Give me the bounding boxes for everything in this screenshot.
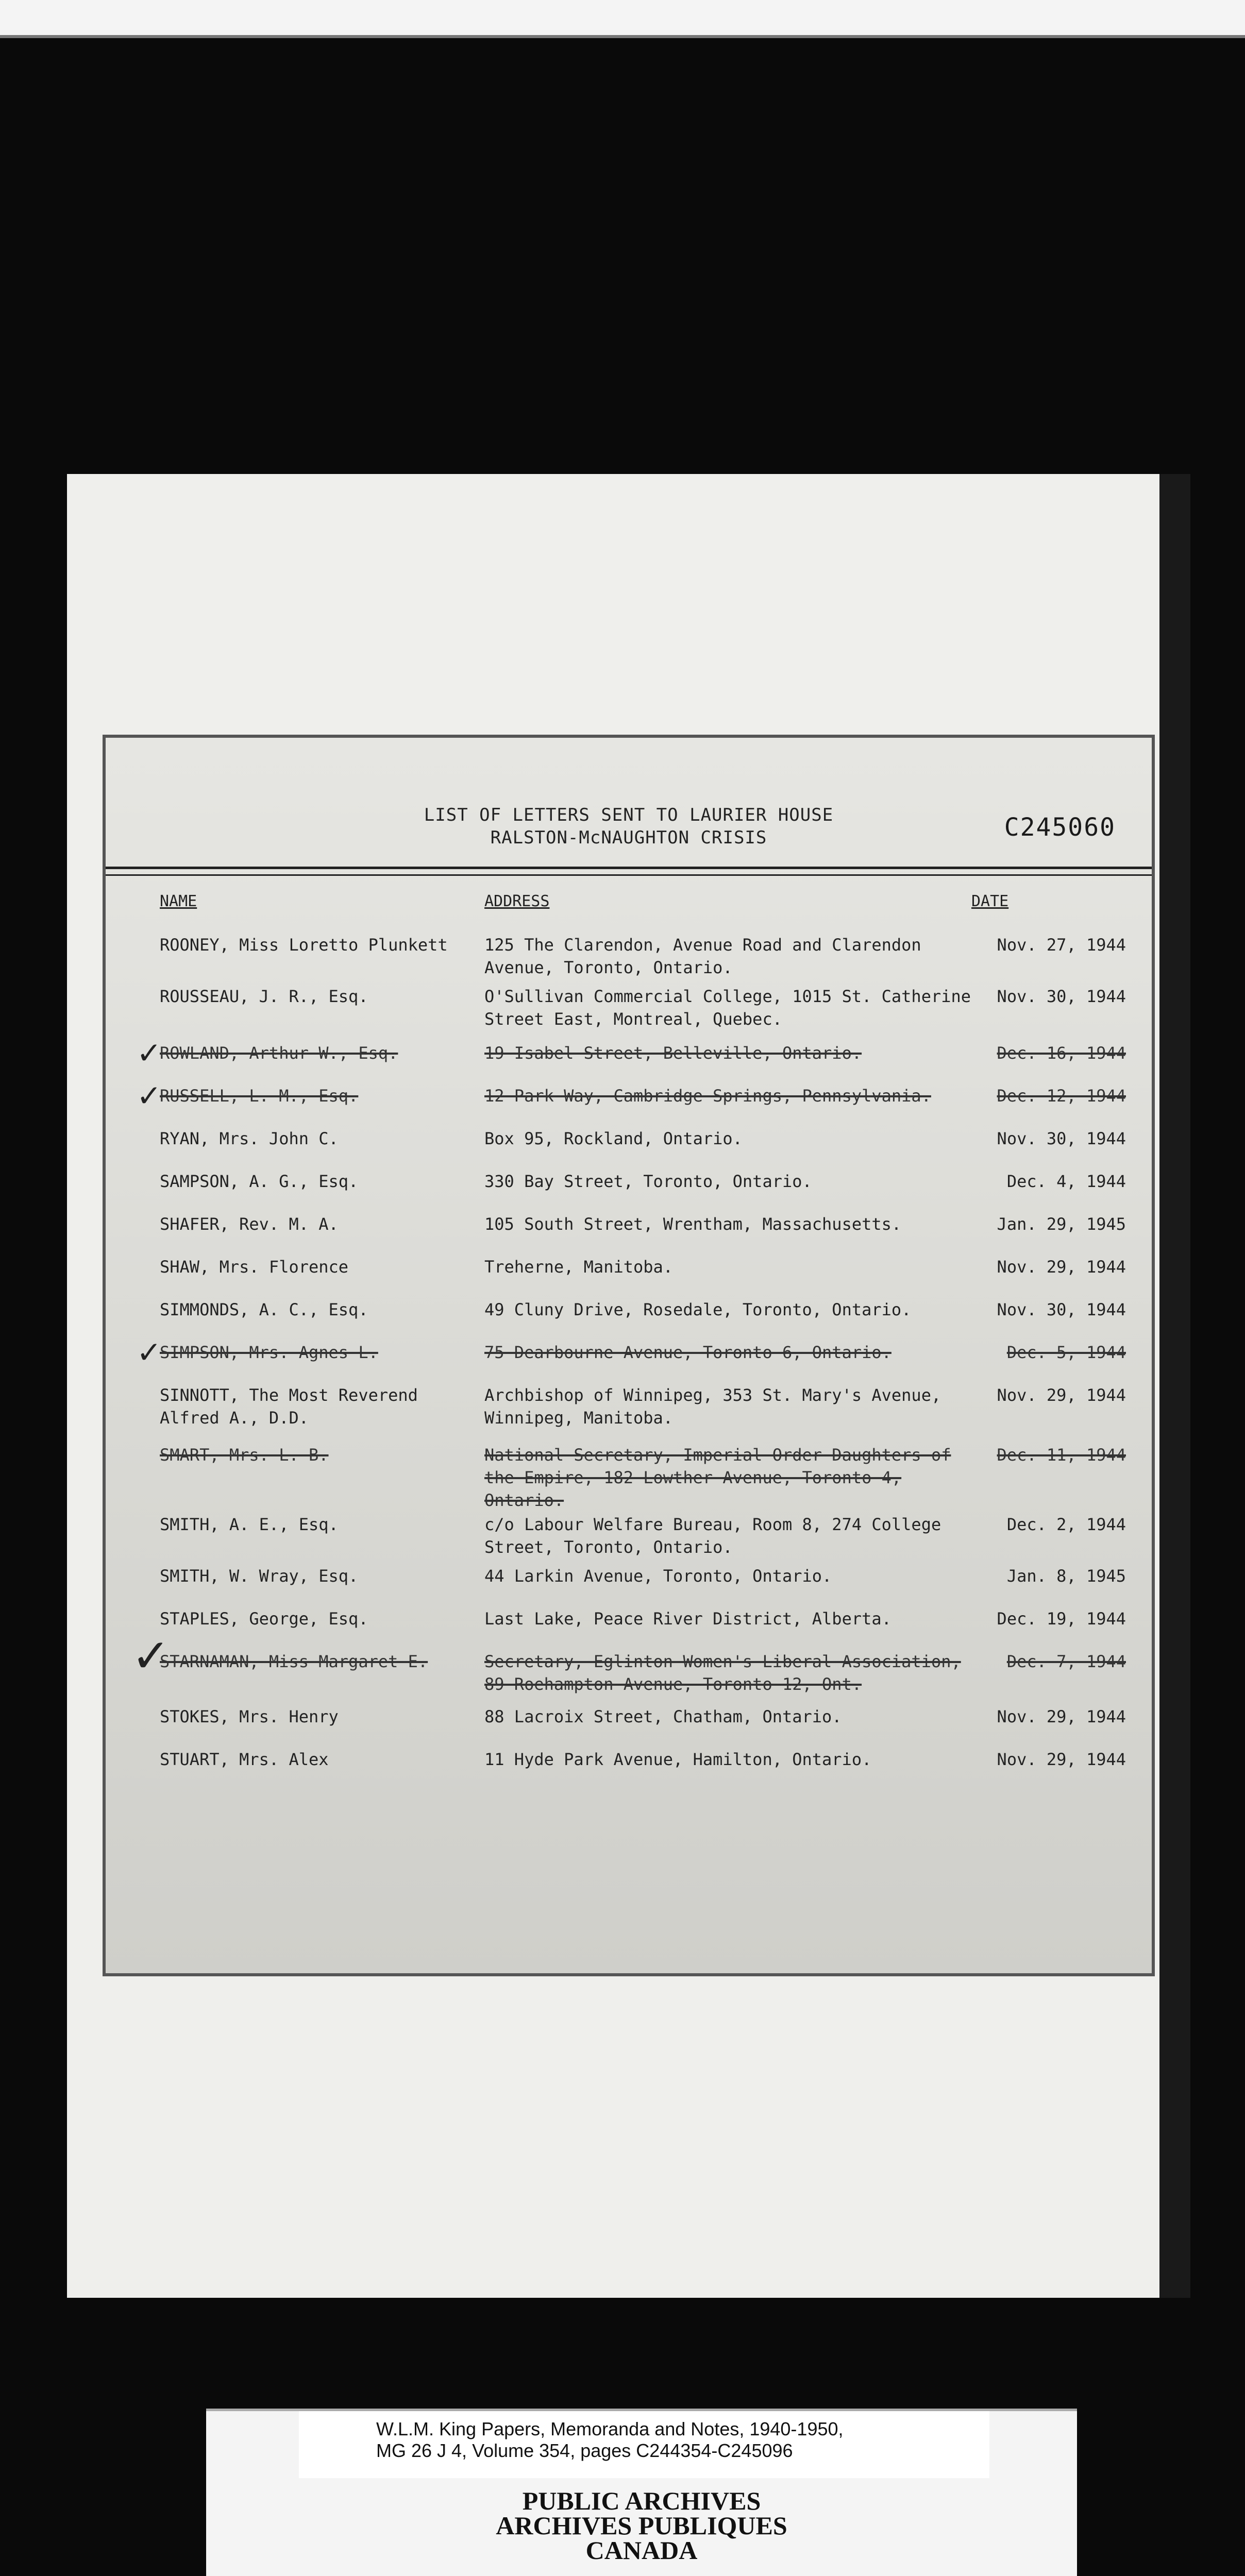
row-name: ROWLAND, Arthur W., Esq. [160, 1043, 398, 1063]
row-date: Nov. 29, 1944 [997, 1750, 1126, 1769]
check-mark-icon: ✓ [131, 1629, 171, 1683]
row-address: 11 Hyde Park Avenue, Hamilton, Ontario. [484, 1750, 872, 1769]
row-name: SHAW, Mrs. Florence [160, 1257, 349, 1277]
stamp-line-1: PUBLIC ARCHIVES [522, 2486, 761, 2515]
row-date: Nov. 27, 1944 [997, 935, 1126, 955]
row-name: SINNOTT, The Most Reverend Alfred A., D.D. [160, 1385, 418, 1428]
row-name: SHAFER, Rev. M. A. [160, 1214, 339, 1234]
row-date: Nov. 30, 1944 [997, 987, 1126, 1006]
citation-line-2: MG 26 J 4, Volume 354, pages C244354-C245096 [376, 2440, 793, 2461]
row-name: SMITH, A. E., Esq. [160, 1515, 339, 1534]
row-name: RUSSELL, L. M., Esq. [160, 1086, 359, 1106]
row-address: Box 95, Rockland, Ontario. [484, 1129, 743, 1148]
row-address: c/o Labour Welfare Bureau, Room 8, 274 College Street, Toronto, Ontario. [484, 1515, 941, 1557]
check-mark-icon: ✓ [137, 1335, 162, 1370]
row-date: Jan. 8, 1945 [1006, 1566, 1126, 1586]
mount-shadow [1159, 474, 1190, 2298]
row-address: 19 Isabel Street, Belleville, Ontario. [484, 1043, 862, 1063]
reference-number: C245060 [1004, 813, 1116, 842]
row-name: STOKES, Mrs. Henry [160, 1707, 339, 1726]
row-date: Dec. 5, 1944 [1006, 1343, 1126, 1362]
document-sheet [106, 738, 1152, 1973]
row-date: Dec. 19, 1944 [997, 1609, 1126, 1629]
row-address: Last Lake, Peace River District, Alberta. [484, 1609, 891, 1629]
column-header-address: ADDRESS [484, 892, 550, 910]
row-date: Nov. 30, 1944 [997, 1129, 1126, 1148]
archives-stamp [206, 2488, 1077, 2563]
header-rule [106, 867, 1152, 876]
row-name: STUART, Mrs. Alex [160, 1750, 329, 1769]
row-address: Treherne, Manitoba. [484, 1257, 674, 1277]
row-date: Jan. 29, 1945 [997, 1214, 1126, 1234]
row-address: 49 Cluny Drive, Rosedale, Toronto, Ontario. [484, 1300, 912, 1319]
row-name: RYAN, Mrs. John C. [160, 1129, 339, 1148]
check-mark-icon: ✓ [137, 1036, 162, 1071]
top-border [0, 0, 1245, 35]
row-date: Nov. 30, 1944 [997, 1300, 1126, 1319]
archive-label [206, 2411, 1077, 2576]
row-address: 330 Bay Street, Toronto, Ontario. [484, 1172, 812, 1191]
row-date: Dec. 16, 1944 [997, 1043, 1126, 1063]
row-date: Nov. 29, 1944 [997, 1385, 1126, 1405]
row-address: Archbishop of Winnipeg, 353 St. Mary's Avenue, Winnipeg, Manitoba. [484, 1385, 941, 1428]
stamp-line-3: CANADA [585, 2536, 698, 2565]
row-address: 125 The Clarendon, Avenue Road and Clarendon Avenue, Toronto, Ontario. [484, 935, 921, 977]
row-address: 12 Park Way, Cambridge Springs, Pennsylvania. [484, 1086, 931, 1106]
row-date: Nov. 29, 1944 [997, 1257, 1126, 1277]
row-date: Dec. 2, 1944 [1006, 1515, 1126, 1534]
row-address: Secretary, Eglinton Women's Liberal Association, 89 Roehampton Avenue, Toronto 12, Ont. [484, 1652, 961, 1694]
row-name: SAMPSON, A. G., Esq. [160, 1172, 359, 1191]
row-date: Dec. 4, 1944 [1006, 1172, 1126, 1191]
title-line-1: LIST OF LETTERS SENT TO LAURIER HOUSE [424, 805, 834, 825]
row-name: ROUSSEAU, J. R., Esq. [160, 987, 368, 1006]
row-name: SMART, Mrs. L. B. [160, 1445, 329, 1465]
row-name: SMITH, W. Wray, Esq. [160, 1566, 359, 1586]
citation-text [376, 2418, 844, 2462]
row-name: SIMMONDS, A. C., Esq. [160, 1300, 368, 1319]
document-title [106, 804, 1152, 849]
title-line-2: RALSTON-McNAUGHTON CRISIS [490, 827, 767, 848]
row-name: ROONEY, Miss Loretto Plunkett [160, 935, 448, 955]
citation-line-1: W.L.M. King Papers, Memoranda and Notes, 1940-1950, [376, 2418, 844, 2439]
row-address: National Secretary, Imperial Order Daughters of the Empire, 182 Lowther Avenue, Toronto 4, Ontario. [484, 1445, 951, 1510]
row-address: 44 Larkin Avenue, Toronto, Ontario. [484, 1566, 832, 1586]
column-header-name: NAME [160, 892, 197, 910]
row-date: Dec. 11, 1944 [997, 1445, 1126, 1465]
row-date: Dec. 12, 1944 [997, 1086, 1126, 1106]
row-address: 75 Dearbourne Avenue, Toronto 6, Ontario. [484, 1343, 891, 1362]
row-name: STARNAMAN, Miss Margaret E. [160, 1652, 428, 1671]
row-date: Nov. 29, 1944 [997, 1707, 1126, 1726]
check-mark-icon: ✓ [137, 1078, 162, 1113]
row-name: SIMPSON, Mrs. Agnes L. [160, 1343, 378, 1362]
top-divider [0, 35, 1245, 38]
row-address: 105 South Street, Wrentham, Massachusetts. [484, 1214, 902, 1234]
stamp-line-2: ARCHIVES PUBLIQUES [496, 2511, 787, 2540]
column-header-date: DATE [971, 892, 1009, 910]
row-address: 88 Lacroix Street, Chatham, Ontario. [484, 1707, 842, 1726]
row-name: STAPLES, George, Esq. [160, 1609, 368, 1629]
row-address: O'Sullivan Commercial College, 1015 St. Catherine Street East, Montreal, Quebec. [484, 987, 971, 1029]
row-date: Dec. 7, 1944 [1006, 1652, 1126, 1671]
